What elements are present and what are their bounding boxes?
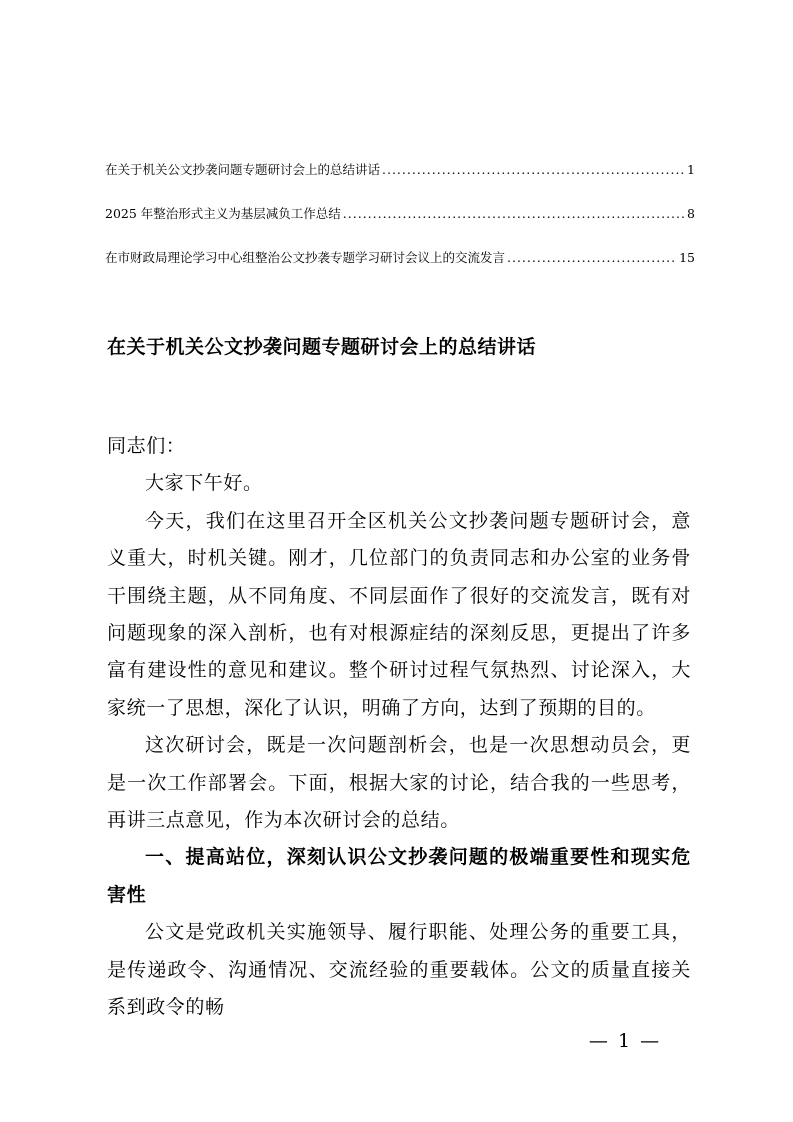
table-of-contents bbox=[105, 160, 695, 292]
toc-entry[interactable] bbox=[105, 160, 695, 182]
document-title: 在关于机关公文抄袭问题专题研讨会上的总结讲话 bbox=[107, 336, 537, 358]
document-body bbox=[107, 428, 691, 1027]
page-number: — 1 — bbox=[588, 1030, 662, 1052]
greeting: 大家下午好。 bbox=[145, 472, 263, 495]
toc-entry-page: 1 bbox=[687, 162, 695, 177]
toc-entry[interactable] bbox=[105, 248, 695, 270]
toc-entry[interactable] bbox=[105, 204, 695, 226]
paragraph: 今天，我们在这里召开全区机关公文抄袭问题专题研讨会，意义重大，时机关键。刚才，几位部门的负责同志和办公室的业务骨干围绕主题，从不同角度、不同层面作了很好的交流发言，既有对问题现象的深入剖析，也有对根源症结的深刻反思，更提出了许多富有建设性的意见和建议。整个研讨过程气氛热烈、讨论深入，大家统一了思想，深化了认识，明确了方向，达到了预期的目的。 bbox=[107, 509, 691, 719]
toc-leader-dots bbox=[343, 206, 685, 221]
toc-leader-dots bbox=[507, 250, 677, 265]
toc-entry-title: 在市财政局理论学习中心组整治公文抄袭专题学习研讨会议上的交流发言 bbox=[105, 250, 506, 265]
toc-leader-dots bbox=[382, 162, 685, 177]
toc-entry-title: 2025 年整治形式主义为基层减负工作总结 bbox=[105, 206, 341, 221]
toc-entry-title: 在关于机关公文抄袭问题专题研讨会上的总结讲话 bbox=[105, 162, 381, 177]
toc-entry-page: 8 bbox=[687, 206, 695, 221]
paragraph: 这次研讨会，既是一次问题剖析会，也是一次思想动员会，更是一次工作部署会。下面，根据大家的讨论，结合我的一些思考，再讲三点意见，作为本次研讨会的总结。 bbox=[107, 734, 691, 832]
section-heading: 一、提高站位，深刻认识公文抄袭问题的极端重要性和现实危害性 bbox=[107, 846, 691, 906]
paragraph: 公文是党政机关实施领导、履行职能、处理公务的重要工具，是传递政令、沟通情况、交流经验的重要载体。公文的质量直接关系到政令的畅 bbox=[107, 921, 691, 1019]
salutation: 同志们： bbox=[107, 435, 186, 457]
toc-entry-page: 15 bbox=[679, 250, 695, 265]
